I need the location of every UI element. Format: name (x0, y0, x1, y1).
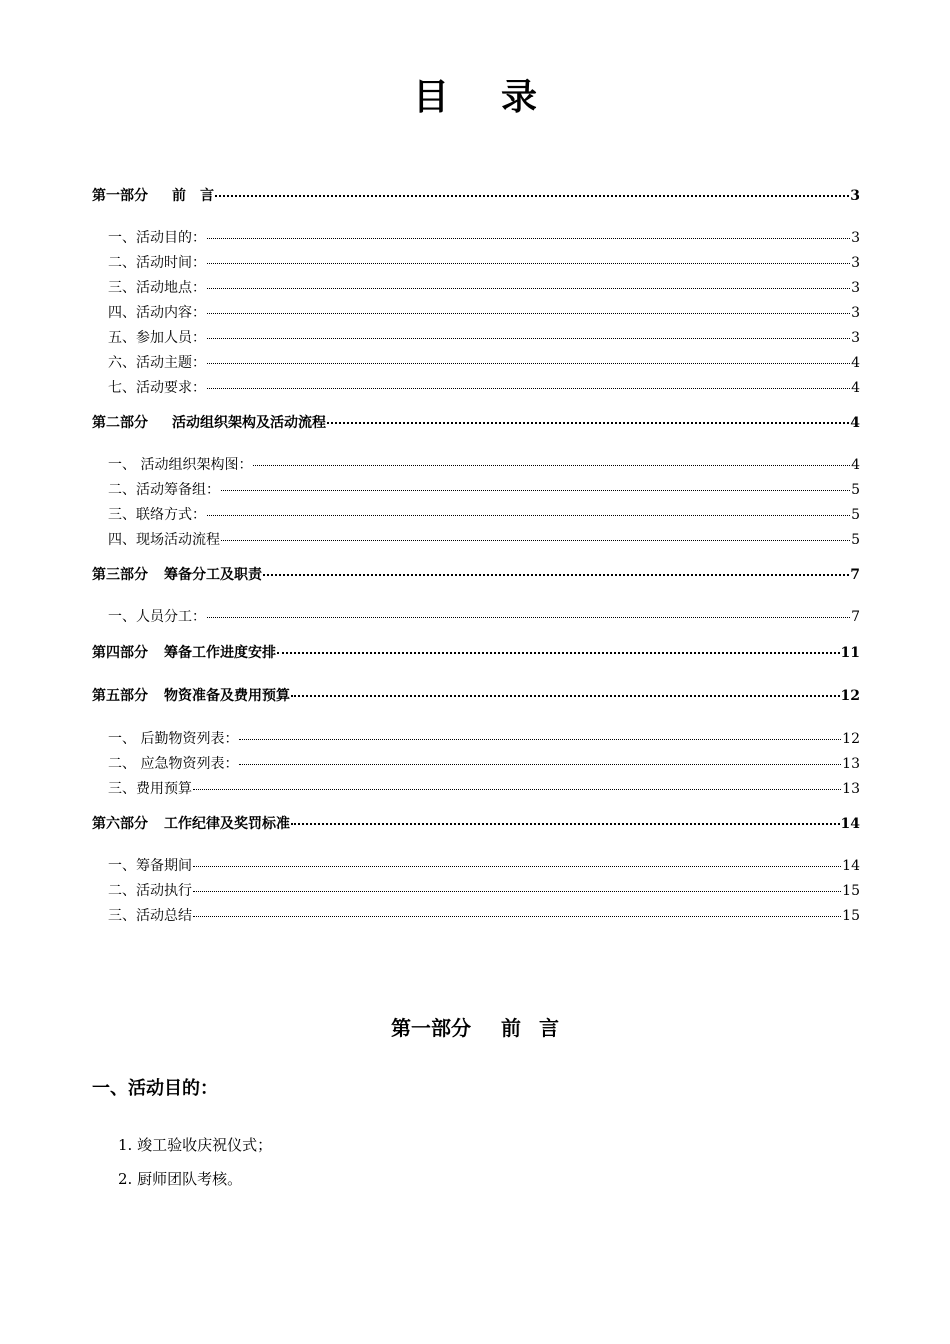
toc-page-number: 13 (842, 781, 860, 797)
toc-leader-dots (215, 181, 849, 197)
toc-item-label: 二、活动执行 (108, 883, 192, 899)
toc-leader-dots (239, 725, 841, 740)
toc-leader-dots (253, 451, 850, 466)
toc-item-entry[interactable] (108, 454, 860, 476)
toc-leader-dots (193, 852, 841, 867)
toc-page-number: 12 (842, 731, 860, 747)
toc-item-label: 七、活动要求： (108, 380, 206, 396)
toc-leader-dots (291, 809, 840, 825)
toc-item-label: 一、 后勤物资列表： (108, 731, 239, 747)
toc-item-entry[interactable] (108, 728, 860, 750)
toc-part-entry[interactable] (92, 812, 860, 834)
toc-page-number: 7 (850, 567, 860, 583)
toc-page-number: 4 (850, 415, 860, 431)
toc-leader-dots (193, 902, 841, 917)
toc-item-label: 三、联络方式： (108, 507, 206, 523)
toc-part-label (92, 185, 214, 207)
toc-part-title: 物资准备及费用预算 (164, 688, 290, 704)
toc-part-title: 工作纪律及奖罚标准 (164, 816, 290, 832)
toc-item-label: 二、活动时间： (108, 255, 206, 271)
toc-item-entry[interactable] (108, 905, 860, 927)
toc-title-char-2: 录 (501, 76, 538, 118)
toc-part-label (92, 685, 290, 707)
toc-item-label: 一、人员分工： (108, 609, 206, 625)
toc-item-entry[interactable] (108, 504, 860, 526)
section-title-char-1: 前 (501, 1016, 521, 1040)
toc-page-number: 5 (851, 507, 860, 523)
toc-page-number: 14 (840, 816, 860, 832)
toc-item-entry[interactable] (108, 327, 860, 349)
toc-leader-dots (221, 476, 850, 491)
toc-title-char-1: 目 (412, 76, 449, 118)
toc-part-number: 第五部分 (92, 688, 148, 704)
toc-part-entry[interactable] (92, 563, 860, 585)
toc-leader-dots (327, 408, 849, 424)
toc-item-entry[interactable] (108, 352, 860, 374)
toc-page-number: 3 (851, 255, 860, 271)
toc-page-number: 5 (851, 482, 860, 498)
toc-item-label: 二、 应急物资列表： (108, 756, 239, 772)
section-number: 第一部分 (391, 1016, 471, 1040)
toc-part-entry[interactable] (92, 641, 860, 663)
toc-part-title: 筹备分工及职责 (164, 567, 262, 583)
toc-part-number: 第六部分 (92, 816, 148, 832)
toc-page-number: 3 (850, 188, 860, 204)
toc-item-entry[interactable] (108, 277, 860, 299)
section-title-char-2: 言 (539, 1016, 559, 1040)
toc-part-title: 活动组织架构及活动流程 (172, 415, 326, 431)
toc-item-label: 三、费用预算 (108, 781, 192, 797)
toc-item-entry[interactable] (108, 227, 860, 249)
toc-page-number: 13 (842, 756, 860, 772)
toc-item-entry[interactable] (108, 855, 860, 877)
toc-item-label: 一、筹备期间 (108, 858, 192, 874)
toc-leader-dots (277, 638, 840, 654)
toc-leader-dots (207, 374, 850, 389)
toc-title (0, 72, 950, 122)
toc-page-number: 3 (851, 280, 860, 296)
toc-part-number: 第一部分 (92, 188, 148, 204)
toc-leader-dots (207, 349, 850, 364)
toc-page-number: 5 (851, 532, 860, 548)
toc-part-label (92, 412, 326, 434)
toc-item-entry[interactable] (108, 252, 860, 274)
toc-page-number: 4 (851, 457, 860, 473)
toc-page-number: 4 (851, 355, 860, 371)
toc-item-label: 四、活动内容： (108, 305, 206, 321)
toc-item-entry[interactable] (108, 606, 860, 628)
toc-leader-dots (263, 560, 849, 576)
toc-item-label: 一、 活动组织架构图： (108, 457, 253, 473)
toc-part-title: 前 言 (172, 188, 214, 204)
toc-part-label (92, 813, 290, 835)
toc-leader-dots (207, 501, 850, 516)
toc-leader-dots (193, 775, 841, 790)
toc-part-title: 筹备工作进度安排 (164, 645, 276, 661)
toc-leader-dots (291, 681, 840, 697)
toc-item-label: 一、活动目的： (108, 230, 206, 246)
toc-leader-dots (193, 877, 841, 892)
toc-page-number: 11 (840, 645, 860, 661)
toc-part-number: 第三部分 (92, 567, 148, 583)
toc-page-number: 12 (840, 688, 860, 704)
toc-page-number: 15 (842, 883, 860, 899)
list-item: 2. 厨师团队考核。 (118, 1170, 243, 1188)
toc-leader-dots (207, 224, 850, 239)
toc-part-label (92, 564, 262, 586)
toc-leader-dots (207, 603, 850, 618)
toc-part-entry[interactable] (92, 684, 860, 706)
toc-part-number: 第四部分 (92, 645, 148, 661)
toc-item-entry[interactable] (108, 753, 860, 775)
toc-leader-dots (207, 274, 850, 289)
toc-leader-dots (207, 324, 850, 339)
toc-item-label: 六、活动主题： (108, 355, 206, 371)
list-item: 1. 竣工验收庆祝仪式； (118, 1136, 273, 1154)
toc-item-label: 五、参加人员： (108, 330, 206, 346)
toc-item-entry[interactable] (108, 880, 860, 902)
toc-part-number: 第二部分 (92, 415, 148, 431)
toc-item-entry[interactable] (108, 479, 860, 501)
toc-item-label: 三、活动地点： (108, 280, 206, 296)
toc-item-label: 三、活动总结 (108, 908, 192, 924)
toc-item-entry[interactable] (108, 529, 860, 551)
toc-item-entry[interactable] (108, 778, 860, 800)
toc-page-number: 15 (842, 908, 860, 924)
toc-page-number: 3 (851, 305, 860, 321)
toc-leader-dots (207, 249, 850, 264)
toc-item-label: 四、现场活动流程 (108, 532, 220, 548)
subsection-heading: 一、活动目的： (92, 1078, 218, 1099)
toc-part-label (92, 642, 276, 664)
toc-page-number: 3 (851, 330, 860, 346)
toc-page-number: 14 (842, 858, 860, 874)
toc-item-label: 二、活动筹备组： (108, 482, 220, 498)
toc-page-number: 3 (851, 230, 860, 246)
toc-part-entry[interactable] (92, 411, 860, 433)
toc-part-entry[interactable] (92, 184, 860, 206)
toc-leader-dots (207, 299, 850, 314)
toc-page-number: 4 (851, 380, 860, 396)
section-title (0, 1014, 950, 1042)
toc-item-entry[interactable] (108, 377, 860, 399)
toc-leader-dots (221, 526, 850, 541)
toc-leader-dots (239, 750, 841, 765)
toc-page-number: 7 (851, 609, 860, 625)
toc-item-entry[interactable] (108, 302, 860, 324)
